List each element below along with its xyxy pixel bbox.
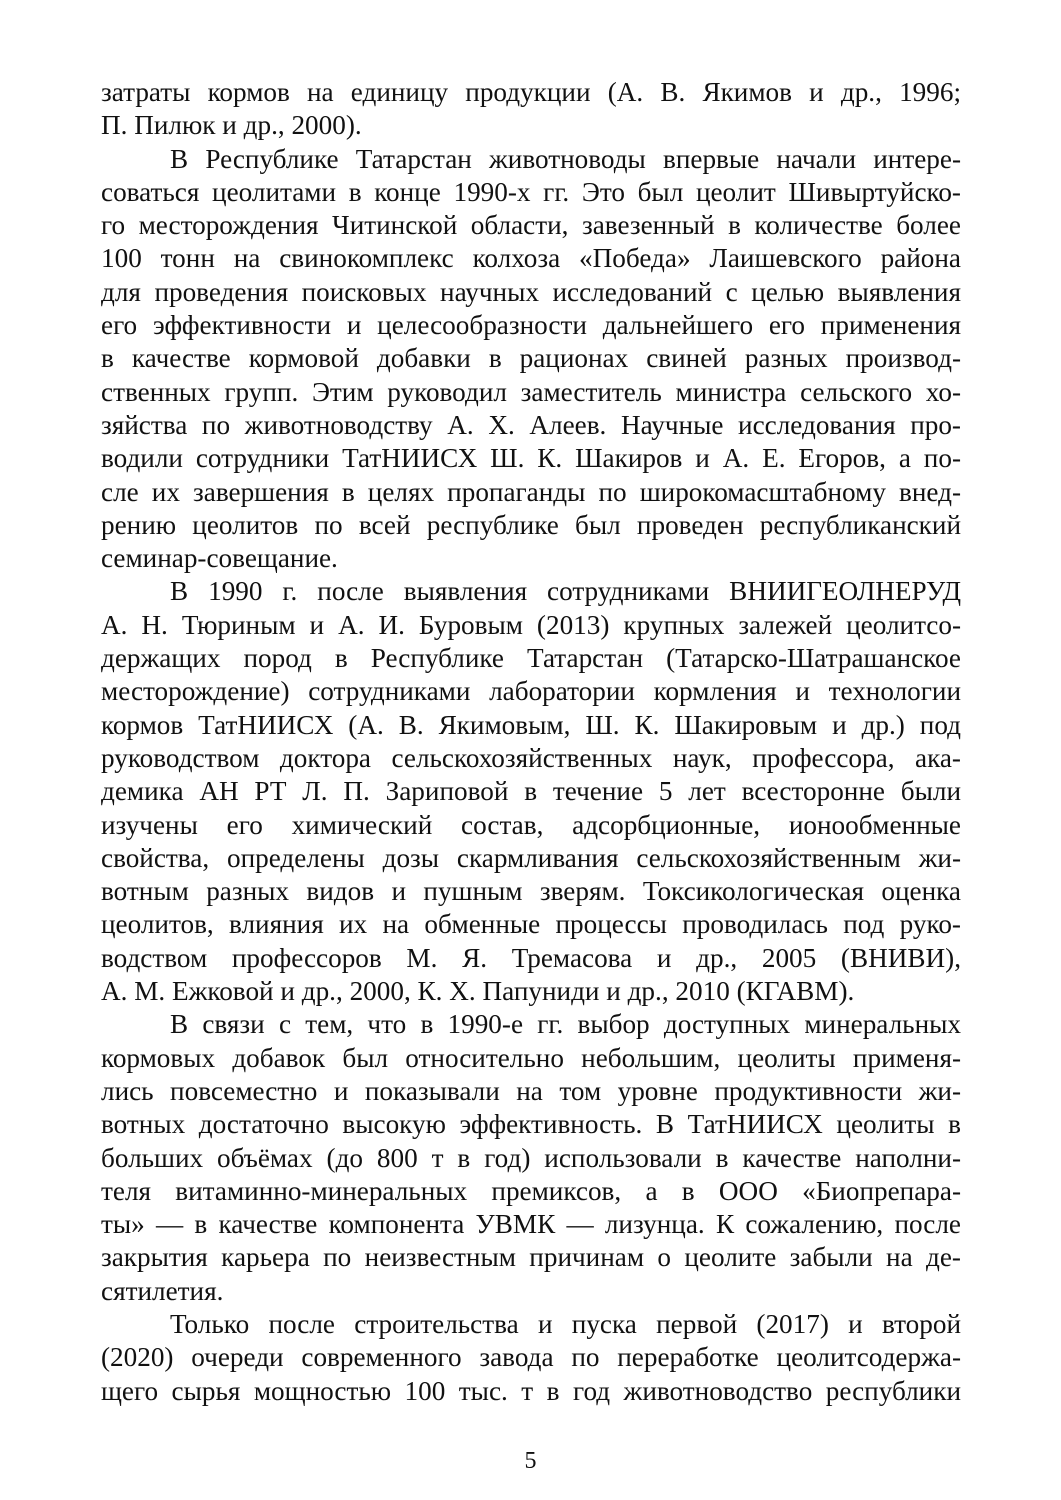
text-line: изучены его химический состав, адсорбционные, ионообменные: [101, 809, 961, 840]
text-line: руководством доктора сельскохозяйственных наук, профессора, ака-: [101, 742, 961, 773]
text-line: водством профессоров М. Я. Тремасова и др., 2005 (ВНИВИ),: [101, 942, 961, 973]
text-line: (2020) очереди современного завода по переработке цеолитсодержа-: [101, 1342, 961, 1373]
text-line: зяйства по животноводству А. Х. Алеев. Научные исследования про-: [101, 409, 961, 440]
text-line: держащих пород в Республике Татарстан (Татарско-Шатрашанское: [101, 643, 961, 674]
text-line: месторождение) сотрудниками лаборатории кормления и технологии: [101, 676, 961, 707]
text-line: Только после строительства и пуска первой (2017) и второй: [170, 1308, 961, 1339]
text-line: вотных достаточно высокую эффективность. В ТатНИИСХ цеолиты в: [101, 1109, 961, 1140]
text-line: рению цеолитов по всей республике был проведен республиканский: [101, 509, 961, 540]
text-line: П. Пилюк и др., 2000).: [101, 110, 362, 141]
text-line: ты» — в качестве компонента УВМК — лизунца. К сожалению, после: [101, 1209, 961, 1240]
text-line: цеолитов, влияния их на обменные процессы проводилась под руко-: [101, 909, 961, 940]
document-body: [101, 76, 961, 1408]
text-line: сятилетия.: [101, 1275, 224, 1306]
text-line: В Республике Татарстан животноводы впервые начали интере-: [170, 143, 961, 174]
text-line: больших объёмах (до 800 т в год) использовали в качестве наполни-: [101, 1142, 961, 1173]
text-line: А. Н. Тюриным и А. И. Буровым (2013) крупных залежей цеолитсо-: [101, 609, 961, 640]
text-line: кормовых добавок был относительно небольшим, цеолиты применя-: [101, 1042, 961, 1073]
text-line: кормов ТатНИИСХ (А. В. Якимовым, Ш. К. Шакировым и др.) под: [101, 709, 961, 740]
text-line: щего сырья мощностью 100 тыс. т в год животноводство республики: [101, 1375, 961, 1406]
text-line: 100 тонн на свинокомплекс колхоза «Победа» Лаишевского района: [101, 243, 961, 274]
text-line: для проведения поисковых научных исследований с целью выявления: [101, 276, 961, 307]
text-line: А. М. Ежковой и др., 2000, К. Х. Папуниди и др., 2010 (КГАВМ).: [101, 976, 855, 1007]
page-number: 5: [524, 1448, 537, 1474]
text-line: В связи с тем, что в 1990-е гг. выбор доступных минеральных: [170, 1009, 961, 1040]
text-line: в качестве кормовой добавки в рационах свиней разных производ-: [101, 343, 961, 374]
text-line: затраты кормов на единицу продукции (А. В. Якимов и др., 1996;: [101, 77, 961, 107]
text-line: лись повсеместно и показывали на том уровне продуктивности жи-: [101, 1075, 961, 1106]
text-line: вотным разных видов и пушным зверям. Токсикологическая оценка: [101, 876, 961, 907]
text-line: соваться цеолитами в конце 1990-х гг. Это был цеолит Шивыртуйско-: [101, 176, 961, 207]
text-line: семинар-совещание.: [101, 543, 338, 574]
text-line: В 1990 г. после выявления сотрудниками ВНИИГЕОЛНЕРУД: [170, 576, 961, 607]
text-line: его эффективности и целесообразности дальнейшего его применения: [101, 310, 961, 341]
text-line: свойства, определены дозы скармливания сельскохозяйственным жи-: [101, 842, 961, 873]
text-line: ственных групп. Этим руководил заместитель министра сельского хо-: [101, 376, 961, 407]
text-line: демика АН РТ Л. П. Зариповой в течение 5 лет всесторонне были: [101, 776, 961, 807]
text-line: закрытия карьера по неизвестным причинам о цеолите забыли на де-: [101, 1242, 961, 1273]
text-line: го месторождения Читинской области, завезенный в количестве более: [101, 210, 961, 241]
text-line: водили сотрудники ТатНИИСХ Ш. К. Шакиров и А. Е. Егоров, а по-: [101, 443, 961, 474]
text-line: теля витаминно-минеральных премиксов, а в ООО «Биопрепара-: [101, 1175, 961, 1206]
text-line: сле их завершения в целях пропаганды по широкомасштабному внед-: [101, 476, 961, 507]
